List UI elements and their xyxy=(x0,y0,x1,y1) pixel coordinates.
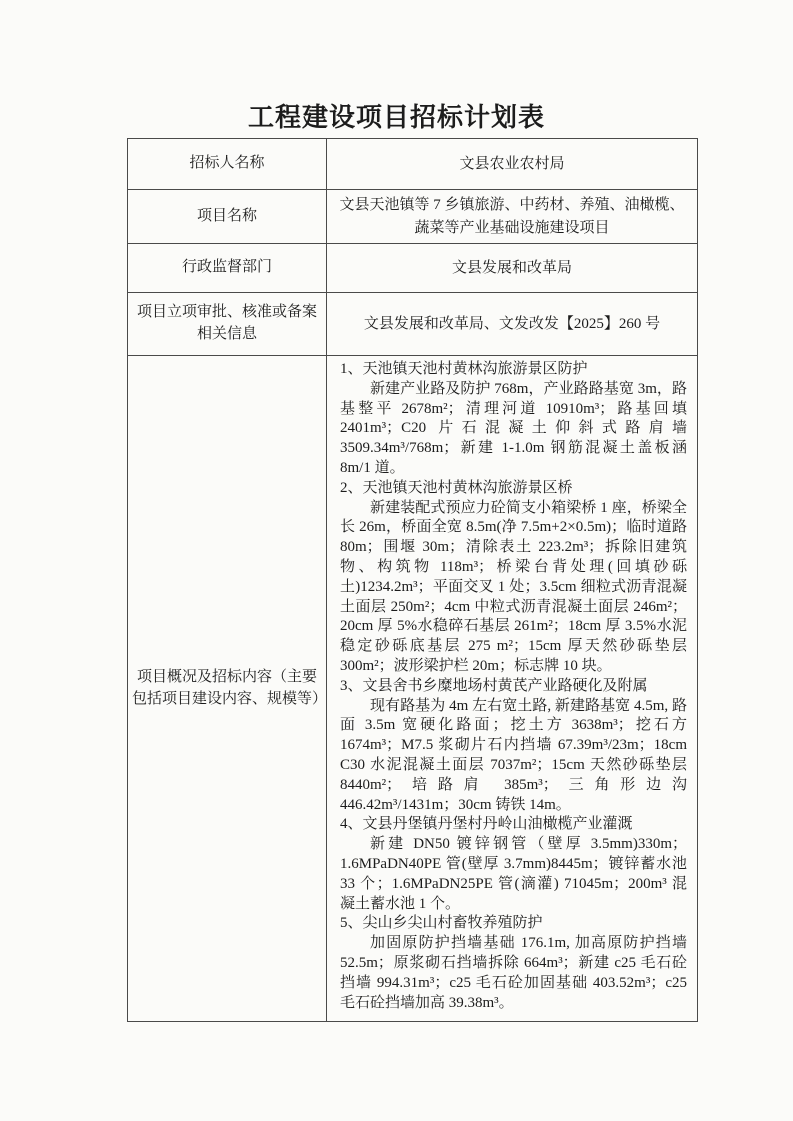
project-name-label: 项目名称 xyxy=(128,190,327,244)
section-3 xyxy=(340,677,687,816)
section-body: 新建产业路及防护 768m，产业路路基宽 3m，路基整平 2678m²；清理河道 10910m³；路基回填 2401m³；C20 片石混凝土仰斜式路肩墙 3509.34m³/768m；新建 1-1.0m 钢筋混凝土盖板涵 8m/1 道。 xyxy=(340,380,687,476)
page-title: 工程建设项目招标计划表 xyxy=(247,103,545,132)
bidder-name-value: 文县农业农村局 xyxy=(327,139,698,190)
section-heading: 3、文县舍书乡糜地场村黄芪产业路硬化及附属 xyxy=(340,677,648,694)
table-row xyxy=(128,356,698,1022)
project-overview-content xyxy=(327,356,698,1022)
table-row xyxy=(128,244,698,293)
section-heading: 4、文县丹堡镇丹堡村丹岭山油橄榄产业灌溉 xyxy=(340,816,633,833)
section-body: 新建 DN50 镀锌钢管（壁厚 3.5mm)330m；1.6MPaDN40PE 管(壁厚 3.7mm)8445m；镀锌蓄水池 33 个；1.6MPaDN25PE 管(滴灌) 71045m；200m³ 混凝土蓄水池 1 个。 xyxy=(340,836,687,912)
section-4 xyxy=(340,815,687,914)
section-heading: 1、天池镇天池村黄林沟旅游景区防护 xyxy=(340,361,588,377)
section-body: 加固原防护挡墙基础 176.1m, 加高原防护挡墙 52.5m；原浆砌石挡墙拆除 664m³；新建 c25 毛石砼挡墙 994.31m³；c25 毛石砼加固基础 403.52m³；c25 毛石砼挡墙加高 39.38m³。 xyxy=(340,935,687,1011)
section-heading: 2、天池镇天池村黄林沟旅游景区桥 xyxy=(340,479,573,496)
section-body: 现有路基为 4m 左右宽土路, 新建路基宽 4.5m, 路面 3.5m 宽硬化路面；挖土方 3638m³；挖石方 1674m³；M7.5 浆砌片石内挡墙 67.39m³/23m；18cm C30 水泥混凝土面层 7037m²；15cm 天然砂砾垫层 8440m²；培路肩 385m³；三角形边沟 446.42m³/1431m；30cm 铸铁 14m。 xyxy=(340,697,687,813)
project-overview-label: 项目概况及招标内容（主要包括项目建设内容、规模等） xyxy=(128,356,327,1022)
table-row xyxy=(128,139,698,190)
table-row xyxy=(128,190,698,244)
section-1 xyxy=(340,360,687,479)
section-heading: 5、尖山乡尖山村畜牧养殖防护 xyxy=(340,915,543,932)
project-name-value: 文县天池镇等 7 乡镇旅游、中药材、养殖、油橄榄、蔬菜等产业基础设施建设项目 xyxy=(327,190,698,244)
bidder-name-label: 招标人名称 xyxy=(128,139,327,190)
bidding-plan-table xyxy=(127,138,698,1022)
table-row xyxy=(128,293,698,356)
section-5 xyxy=(340,914,687,1013)
supervising-department-label: 行政监督部门 xyxy=(128,244,327,293)
approval-info-value: 文县发展和改革局、文发改发【2025】260 号 xyxy=(327,293,698,356)
section-2 xyxy=(340,479,687,677)
section-body: 新建装配式预应力砼简支小箱梁桥 1 座，桥梁全长 26m，桥面全宽 8.5m(净 7.5m+2×0.5m)；临时道路 80m；围堰 30m；清除表土 223.2m³；拆除旧建筑物、构筑物 118m³；桥梁台背处理(回填砂砾土)1234.2m³；平面交叉 1 处；3.5cm 细粒式沥青混凝土面层 250m²；4cm 中粒式沥青混凝土面层 246m²；20cm 厚 5%水稳碎石基层 261m²；18cm 厚 3.5%水泥稳定砂砾底基层 275 m²；15cm 厚天然砂砾垫层 300m²；波形梁护栏 20m；标志牌 10 块。 xyxy=(340,499,687,674)
approval-info-label: 项目立项审批、核准或备案相关信息 xyxy=(128,293,327,356)
supervising-department-value: 文县发展和改革局 xyxy=(327,244,698,293)
